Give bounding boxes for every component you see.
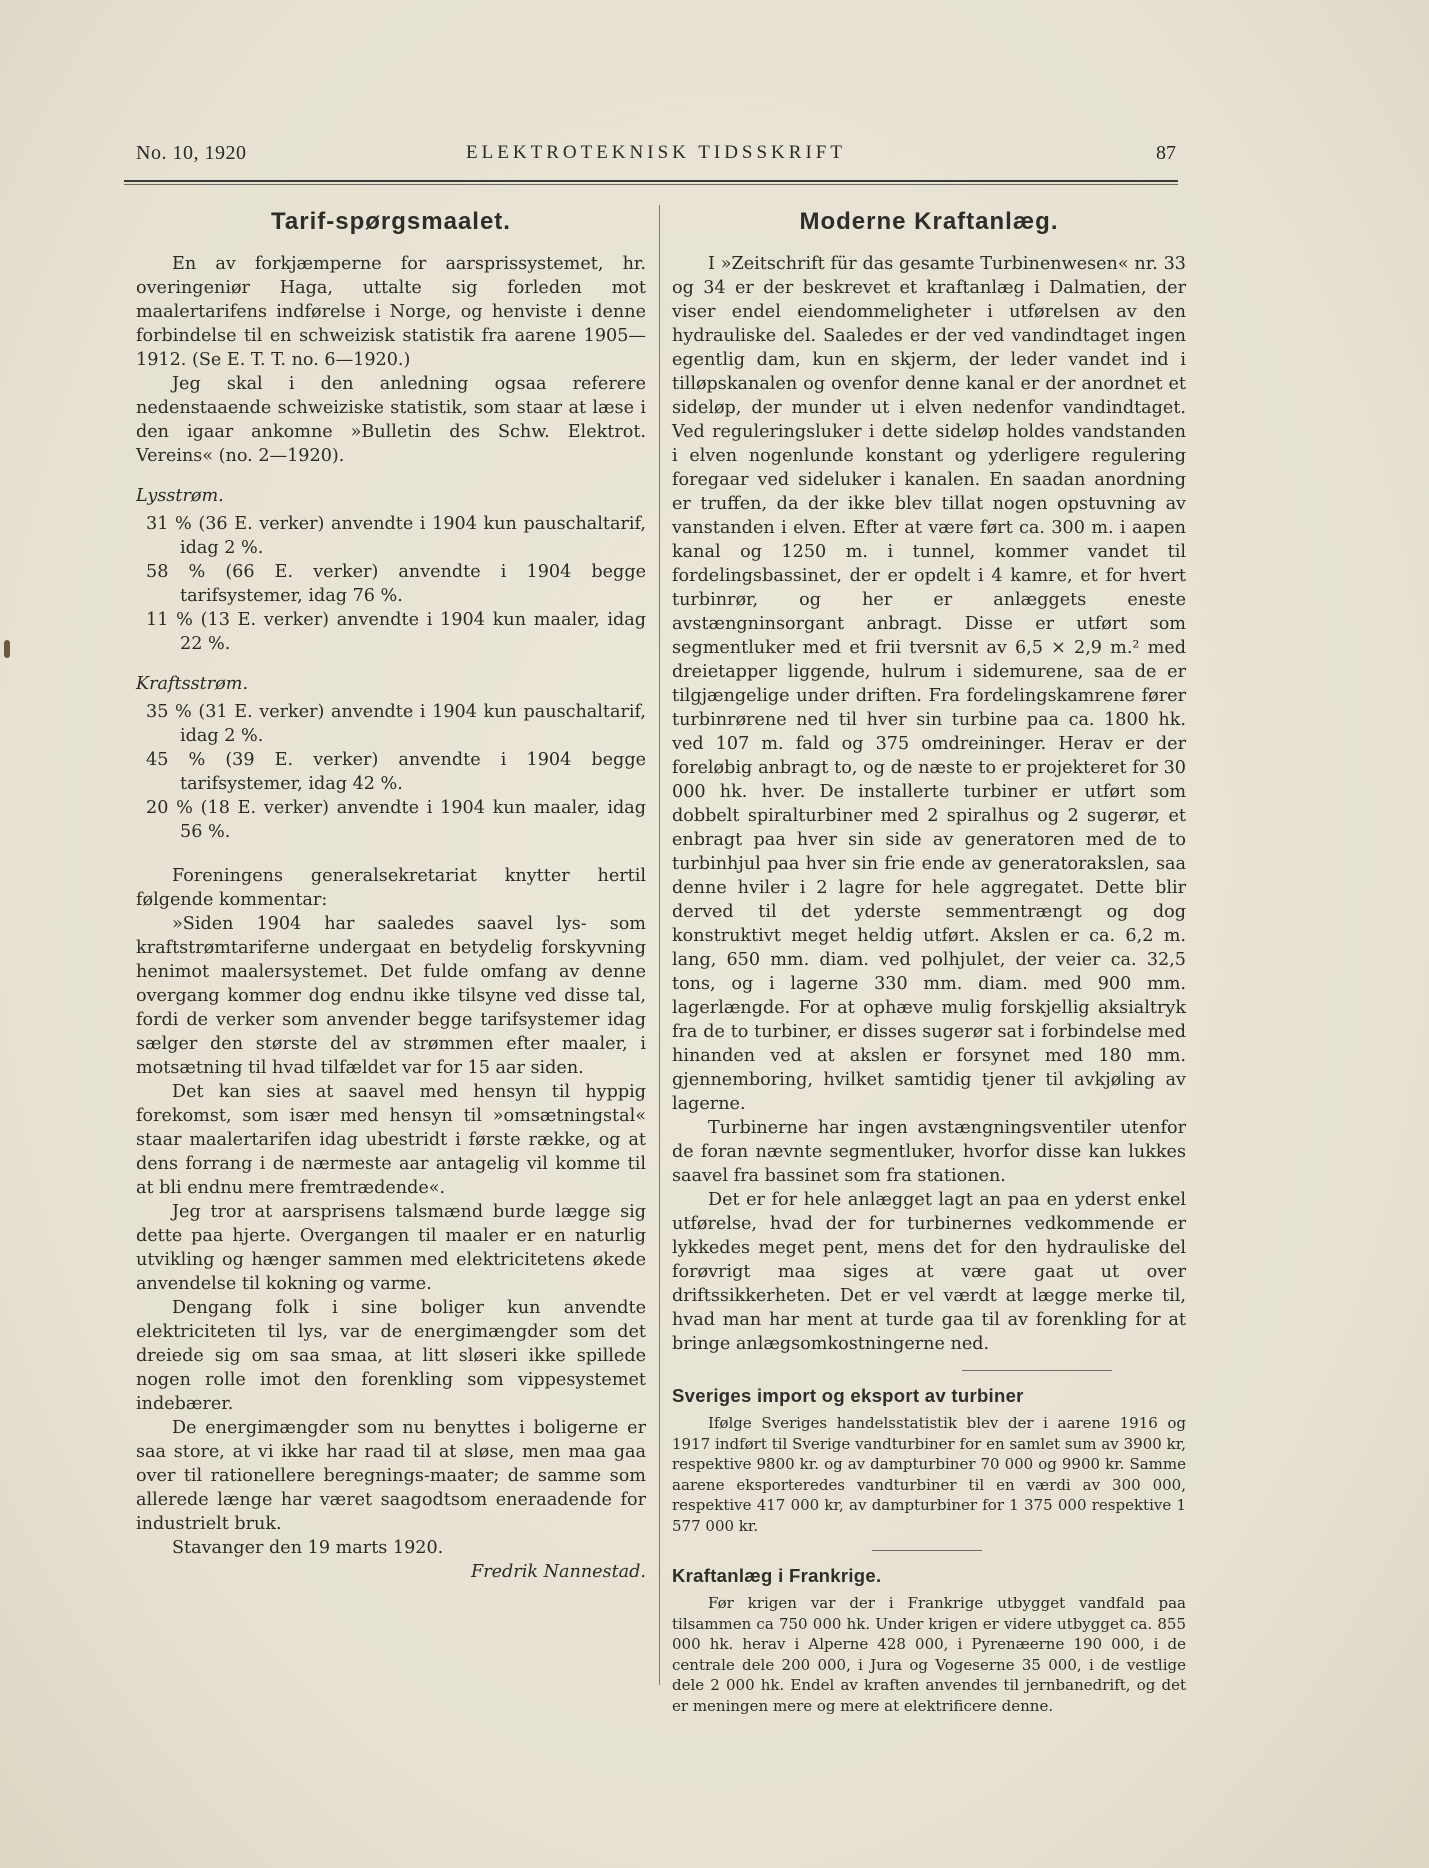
paragraph: En av forkjæmperne for aarsprissystemet, hr. overingeniør Haga, uttalte sig forleden mot maalertarifens indførelse i Norge, og henviste i denne forbindelse til en schweizisk statistik fra aarene 1905—1912. (Se E. T. T. no. 6—1920.) bbox=[136, 254, 646, 370]
article-title-tarif: Tarif-spørgsmaalet. bbox=[271, 208, 511, 235]
stat-line: 31 % (36 E. verker) anvendte i 1904 kun pauschaltarif, idag 2 %. bbox=[146, 514, 646, 558]
paragraph: Dengang folk i sine boliger kun anvendte elektriciteten til lys, var de energimængder som det dreiede sig om saa smaa, at litt sløseri ikke spillede nogen rolle imot den forenkling som vippesystemet indebærer. bbox=[136, 1298, 646, 1414]
left-column bbox=[136, 200, 646, 1584]
running-header bbox=[136, 142, 1176, 170]
paragraph: I »Zeitschrift für das gesamte Turbinenwesen« nr. 33 og 34 er der beskrevet et kraftanlæg i Dalmatien, der viser endel eiendommeligheter i utførelsen av den hydrauliske del. Saaledes er der ved vandindtaget ingen egentlig dam, kun en skjerm, der leder vandet ind i tilløpskanalen og ovenfor denne kanal er der anordnet et sideløp, der munder ut i elven nedenfor vandindtaget. Ved reguleringsluker i dette sideløp holdes vandstanden i elven nogenlunde konstant og yderligere regulering foregaar ved sideluker i kanalen. En saadan anordning er truffen, da der ikke blev tillat nogen opstuvning av vanstanden i elven. Efter at være ført ca. 300 m. i aapen kanal og 1250 m. i tunnel, kommer vandet til fordelingsbassinet, der er opdelt i 4 kamre, et for hvert turbinrør, og her er anlæggets eneste avstængninsorgant anbragt. Disse er utført som segmentluker med et frii tversnit av 6,5 × 2,9 m.² med dreietapper liggende, hulrum i sidemurene, saa de er tilgjængelige under driften. Fra fordelingskamrene fører turbinrørene ned til hver sin turbine paa ca. 1800 hk. ved 107 m. fald og 375 omdreininger. Herav er der foreløbig anbragt to, og de næste to er projekteret for 30 000 hk. hver. De installerte turbiner er utført som dobbelt spiralturbiner med 2 spiralhus og 2 sugerør, et enbragt paa hver sin side av generatoren med de to turbinhjul paa hver sin frie ende av generatorakslen, saa denne hviler i 2 lagre for hele aggregatet. Dette blir derved til det yderste semmentrængt og dog konstruktivt meget heldig utført. Akslen er ca. 6,2 m. lang, 650 mm. diam. ved polhjulet, der veier ca. 32,5 tons, og i lagerne 330 mm. diam. med 900 mm. lagerlængde. For at ophæve mulig forskjellig aksialtryk fra de to turbiner, er disses sugerør sat i forbindelse med hinanden ved at akslen er forsynet med 180 mm. gjennemboring, hvilket samtidig tjener til avkjøling av lagerne. bbox=[672, 254, 1186, 1114]
subheading-lysstrom: Lysstrøm. bbox=[136, 486, 224, 506]
section-rule bbox=[962, 1370, 1112, 1371]
stat-line: 58 % (66 E. verker) anvendte i 1904 begge tarifsystemer, idag 76 %. bbox=[146, 562, 646, 606]
paragraph: De energimængder som nu benyttes i boligerne er saa store, at vi ikke har raad til at sløse, men maa gaa over til rationellere beregnings-maater; de samme som allerede længe har været saagodtsom eneraadende for industrielt bruk. bbox=[136, 1418, 646, 1534]
stat-line: 20 % (18 E. verker) anvendte i 1904 kun maaler, idag 56 %. bbox=[146, 798, 646, 842]
header-rule-thin bbox=[124, 184, 1178, 185]
paragraph: Foreningens generalsekretariat knytter hertil følgende kommentar: bbox=[136, 866, 646, 910]
scan-mark bbox=[4, 640, 10, 658]
paragraph: Det kan sies at saavel med hensyn til hyppig forekomst, som især med hensyn til »omsætningstal« staar maalertarifen idag ubestridt i første række, og at dens forrang i de nærmeste aar antagelig vil komme til at bli endnu mere fremtrædende«. bbox=[136, 1082, 646, 1198]
journal-name: ELEKTROTEKNISK TIDSSKRIFT bbox=[466, 142, 846, 163]
issue-label: No. 10, 1920 bbox=[136, 142, 247, 164]
right-column bbox=[672, 200, 1186, 1716]
header-rule bbox=[124, 180, 1178, 182]
paragraph: Det er for hele anlægget lagt an paa en yderst enkel utførelse, hvad der for turbinernes vedkommende er lykkedes meget pent, mens det for den hydrauliske del forøvrigt maa siges at være gaat ut over driftssikkerheten. Det er vel værdt at lægge merke til, hvad man har ment at turde gaa til av forenkling for at bringe anlægsomkostningerne ned. bbox=[672, 1190, 1186, 1354]
paragraph: »Siden 1904 har saaledes saavel lys- som kraftstrømtariferne undergaat en betydelig forskyvning henimot maalersystemet. Det fulde omfang av denne overgang kommer dog endnu ikke tilsyne ved disse tal, fordi de verker som anvender begge tarifsystemer idag sælger den største del av strømmen efter maaler, i motsætning til hvad tilfældet var for 15 aar siden. bbox=[136, 914, 646, 1078]
signature: Fredrik Nannestad. bbox=[471, 1562, 646, 1582]
paragraph: Før krigen var der i Frankrige utbygget vandfald paa tilsammen ca 750 000 hk. Under krigen er videre utbygget ca. 855 000 hk. herav i Alperne 428 000, i Pyrenæerne 190 000, i de centrale dele 200 000, i Jura og Vogeserne 35 000, i de vestlige dele 2 000 hk. Endel av kraften anvendes til jernbanedrift, og det er meningen mere og mere at elektrificere denne. bbox=[672, 1594, 1186, 1715]
section-rule bbox=[872, 1550, 982, 1551]
stat-line: 45 % (39 E. verker) anvendte i 1904 begge tarifsystemer, idag 42 %. bbox=[146, 750, 646, 794]
subheading-kraftstrom: Kraftsstrøm. bbox=[136, 674, 249, 694]
stat-line: 11 % (13 E. verker) anvendte i 1904 kun maaler, idag 22 %. bbox=[146, 610, 646, 654]
column-divider bbox=[659, 205, 660, 1685]
article-title-kraftanlaeg: Moderne Kraftanlæg. bbox=[799, 208, 1059, 235]
section-title-frankrike: Kraftanlæg i Frankrige. bbox=[672, 1565, 882, 1586]
paragraph: Turbinerne har ingen avstængningsventiler utenfor de foran nævnte segmentluker, hvorfor disse kan lukkes saavel fra bassinet som fra stationen. bbox=[672, 1118, 1186, 1186]
dateline: Stavanger den 19 marts 1920. bbox=[172, 1538, 444, 1558]
stat-line: 35 % (31 E. verker) anvendte i 1904 kun pauschaltarif, idag 2 %. bbox=[146, 702, 646, 746]
page-number: 87 bbox=[1156, 142, 1176, 164]
paragraph: Jeg tror at aarsprisens talsmænd burde lægge sig dette paa hjerte. Overgangen til maaler er en naturlig utvikling og hænger sammen med elektricitetens økede anvendelse til kokning og varme. bbox=[136, 1202, 646, 1294]
section-title-sverige: Sveriges import og eksport av turbiner bbox=[672, 1385, 1024, 1406]
paragraph: Jeg skal i den anledning ogsaa referere nedenstaaende schweiziske statistik, som staar at læse i den igaar ankomne »Bulletin des Schw. Elektrot. Vereins« (no. 2—1920). bbox=[136, 374, 646, 466]
paragraph: Ifølge Sveriges handelsstatistik blev der i aarene 1916 og 1917 indført til Sverige vandturbiner for en samlet sum av 3900 kr, respektive 9800 kr. og av dampturbiner 70 000 og 9900 kr. Samme aarene eksporteredes vandturbiner til en værdi av 300 000, respektive 417 000 kr, av dampturbiner for 1 375 000 respektive 1 577 000 kr. bbox=[672, 1414, 1186, 1535]
